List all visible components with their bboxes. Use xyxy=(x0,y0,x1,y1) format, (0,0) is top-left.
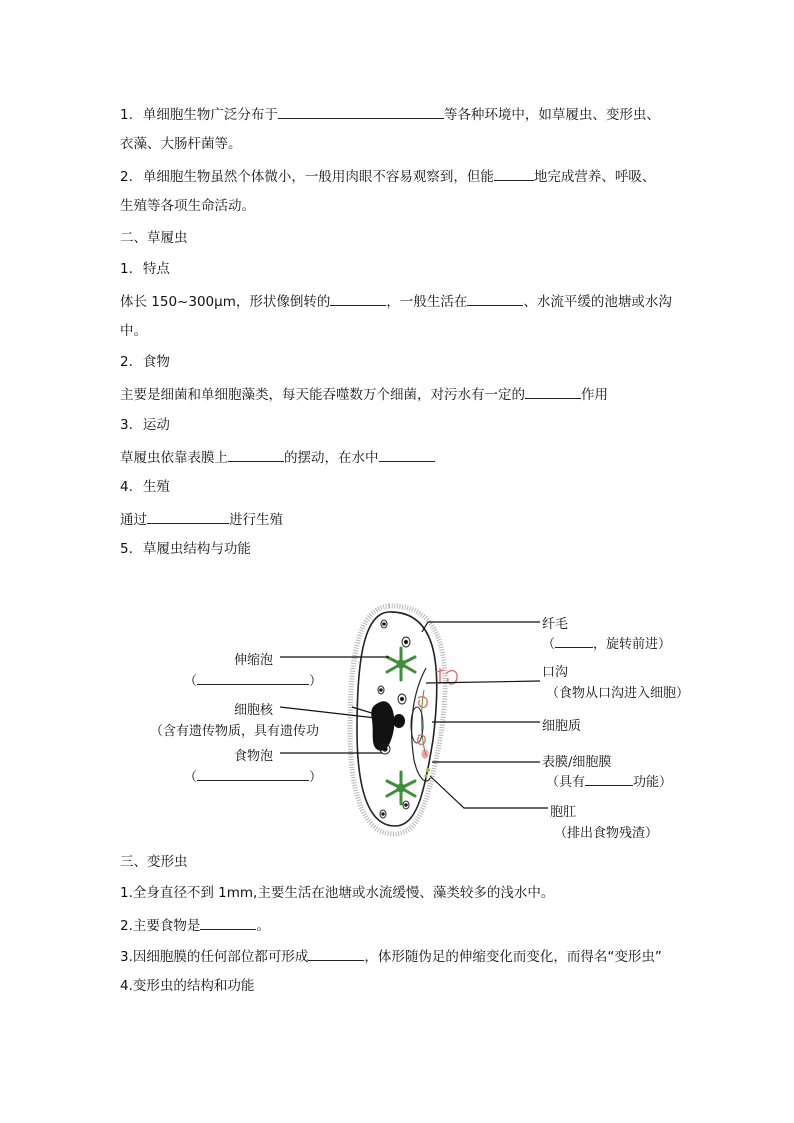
label-nucleus: 细胞核 xyxy=(234,703,274,718)
blank-food-vacuole[interactable] xyxy=(184,766,322,785)
label-anal-pore-note: （排出食物残渣） xyxy=(554,826,659,841)
food-title-text: 食物 xyxy=(142,354,170,370)
reproduction-text-post: 进行生殖 xyxy=(229,512,283,528)
q2-number: 2. xyxy=(120,169,133,185)
reproduction-title-text: 生殖 xyxy=(142,479,170,495)
label-oral-groove-note: （食物从口沟进入细胞） xyxy=(546,686,690,701)
amoeba-pseudopod-blank[interactable] xyxy=(308,946,364,961)
amoeba-item3-post: ，体形随伪足的伸缩变化而变化，而得名“变形虫” xyxy=(364,949,662,965)
structure-number: 5. xyxy=(120,541,133,557)
membrane-note-post: 功能） xyxy=(633,775,673,790)
amoeba-food-blank[interactable] xyxy=(200,915,256,930)
amoeba-item2-post: 。 xyxy=(256,918,270,934)
movement-number: 3. xyxy=(120,417,133,433)
label-nucleus-note: （含有遗传物质，具有遗传功 xyxy=(150,724,320,739)
reproduction-text-pre: 通过 xyxy=(120,512,147,528)
label-contractile-vacuole: 伸缩泡 xyxy=(234,653,274,668)
label-cilia-note xyxy=(542,633,671,652)
section3-heading: 三、变形虫 xyxy=(120,854,188,870)
q1-line2: 衣藻、大肠杆菌等。 xyxy=(120,136,242,152)
feature-text-mid: ，一般生活在 xyxy=(386,294,468,310)
cilia-blank[interactable] xyxy=(555,635,593,648)
label-cilia: 纤毛 xyxy=(542,617,569,632)
movement-text-mid: 的摆动，在水中 xyxy=(284,450,379,466)
structure-title-text: 草履虫结构与功能 xyxy=(142,541,251,557)
food-text-pre: 主要是细菌和单细胞藻类，每天能吞噬数万个细菌，对污水有一定的 xyxy=(120,387,525,403)
amoeba-item2 xyxy=(120,915,270,935)
q2-line2: 生殖等各项生命活动。 xyxy=(120,198,255,214)
feature-title-text: 特点 xyxy=(142,261,170,277)
feature-number: 1. xyxy=(120,261,133,277)
amoeba-item1: 1.全身直径不到 1mm,主要生活在池塘或水流缓慢、藻类较多的浅水中。 xyxy=(120,885,555,901)
membrane-note-pre: （具有 xyxy=(546,775,586,790)
feature-text-pre: 体长 150~300μm，形状像倒转的 xyxy=(120,294,331,310)
blank-contractile-vacuole[interactable] xyxy=(184,670,322,689)
label-cytoplasm: 细胞质 xyxy=(542,719,582,734)
paren-close: ） xyxy=(309,770,323,785)
food-number: 2. xyxy=(120,354,133,370)
q1-number: 1. xyxy=(120,107,133,123)
amoeba-item2-pre: 2.主要食物是 xyxy=(120,918,201,934)
label-anal-pore: 胞肛 xyxy=(550,805,577,820)
q2-text-pre: 单细胞生物虽然个体微小，一般用肉眼不容易观察到，但能 xyxy=(142,169,494,185)
label-food-vacuole: 食物泡 xyxy=(234,749,274,764)
label-membrane-note xyxy=(546,771,672,790)
q1-text-pre: 单细胞生物广泛分布于 xyxy=(142,107,278,123)
q2-text-post: 地完成营养、呼吸、 xyxy=(533,169,656,185)
paren-open: （ xyxy=(184,674,198,689)
cilia-note-post: ，旋转前进） xyxy=(593,637,672,652)
amoeba-item4: 4.变形虫的结构和功能 xyxy=(120,978,255,994)
micronucleus xyxy=(393,714,405,728)
label-membrane: 表膜/细胞膜 xyxy=(542,755,612,770)
feature-line2: 中。 xyxy=(120,323,147,339)
section2-heading: 二、草履虫 xyxy=(120,230,188,246)
reproduction-number: 4. xyxy=(120,479,133,495)
movement-title-text: 运动 xyxy=(142,417,170,433)
paren-open: （ xyxy=(184,770,198,785)
q1-text-post: 等各种环境中，如草履虫、变形虫、 xyxy=(443,107,660,123)
paren-close: ） xyxy=(309,674,323,689)
cilia-note-pre: （ xyxy=(542,637,556,652)
movement-text-pre: 草履虫依靠表膜上 xyxy=(120,450,228,466)
food-text-post: 作用 xyxy=(581,387,608,403)
feature-text-post: 、水流平缓的池塘或水沟 xyxy=(523,294,672,310)
membrane-blank[interactable] xyxy=(585,773,633,786)
blank-line[interactable] xyxy=(197,768,309,781)
label-oral-groove: 口沟 xyxy=(542,665,569,680)
amoeba-item3 xyxy=(120,946,662,966)
amoeba-item3-pre: 3.因细胞膜的任何部位都可形成 xyxy=(120,949,309,965)
blank-line[interactable] xyxy=(197,672,309,685)
